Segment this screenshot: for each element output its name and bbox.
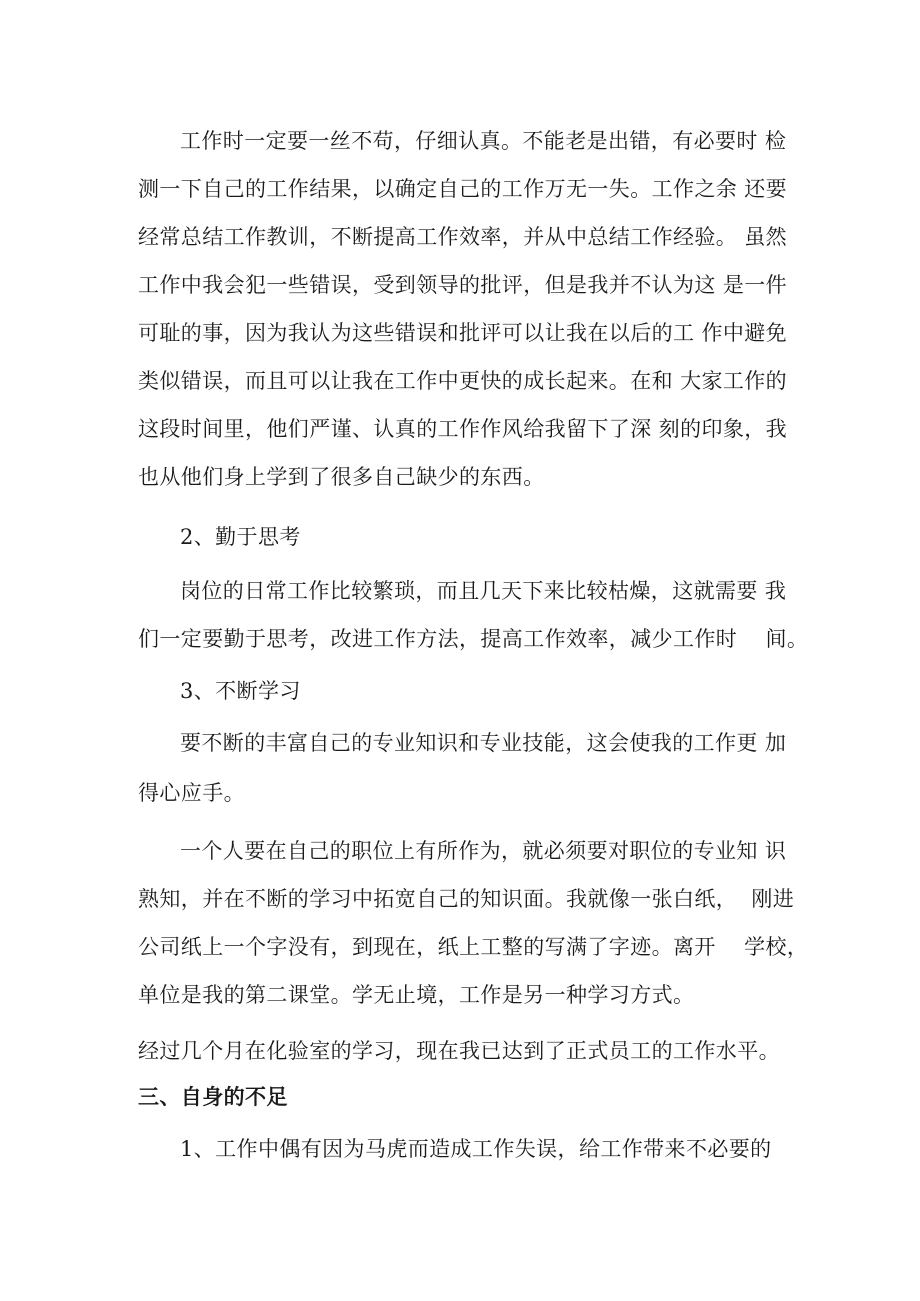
section-heading: 三、自身的不足: [138, 1084, 288, 1109]
text-line: 测一下自己的工作结果，以确定自己的工作万无一失。工作之余 还要: [138, 177, 788, 201]
text-line: 经过几个月在化验室的学习，现在我已达到了正式员工的工作水平。: [138, 1039, 780, 1063]
text-line: 们一定要勤于思考，改进工作方法，提高工作效率，减少工作时 间。: [138, 627, 809, 651]
text-line: 单位是我的第二课堂。学无止境，工作是另一种学习方式。: [138, 983, 695, 1007]
text-line: 熟知，并在不断的学习中拓宽自己的知识面。我就像一张白纸， 刚进: [138, 887, 795, 911]
section-subheading: 2、勤于思考: [180, 525, 301, 549]
text-line: 也从他们身上学到了很多自己缺少的东西。: [138, 465, 545, 489]
text-line: 公司纸上一个字没有，到现在，纸上工整的写满了字迹。离开 学校，: [138, 935, 809, 959]
text-line: 岗位的日常工作比较繁琐，而且几天下来比较枯燥，这就需要 我: [180, 579, 787, 603]
text-line: 这段时间里，他们严谨、认真的工作作风给我留下了深 刻的印象，我: [138, 417, 788, 441]
text-line: 工作时一定要一丝不苟，仔细认真。不能老是出错，有必要时 检: [180, 129, 787, 153]
text-line: 工作中我会犯一些错误，受到领导的批评，但是我并不认为这 是一件: [138, 273, 788, 297]
text-line: 得心应手。: [138, 781, 245, 805]
text-line: 可耻的事，因为我认为这些错误和批评可以让我在以后的工 作中避免: [138, 321, 788, 345]
text-line: 经常总结工作教训，不断提高工作效率，并从中总结工作经验。 虽然: [138, 225, 788, 249]
text-line: 一个人要在自己的职位上有所作为，就必须要对职位的专业知 识: [180, 839, 787, 863]
section-subheading: 3、不断学习: [180, 679, 301, 703]
text-line: 1、工作中偶有因为马虎而造成工作失误，给工作带来不必要的: [180, 1137, 772, 1161]
text-line: 要不断的丰富自己的专业知识和专业技能，这会使我的工作更 加: [180, 731, 787, 755]
text-line: 类似错误，而且可以让我在工作中更快的成长起来。在和 大家工作的: [138, 369, 788, 393]
